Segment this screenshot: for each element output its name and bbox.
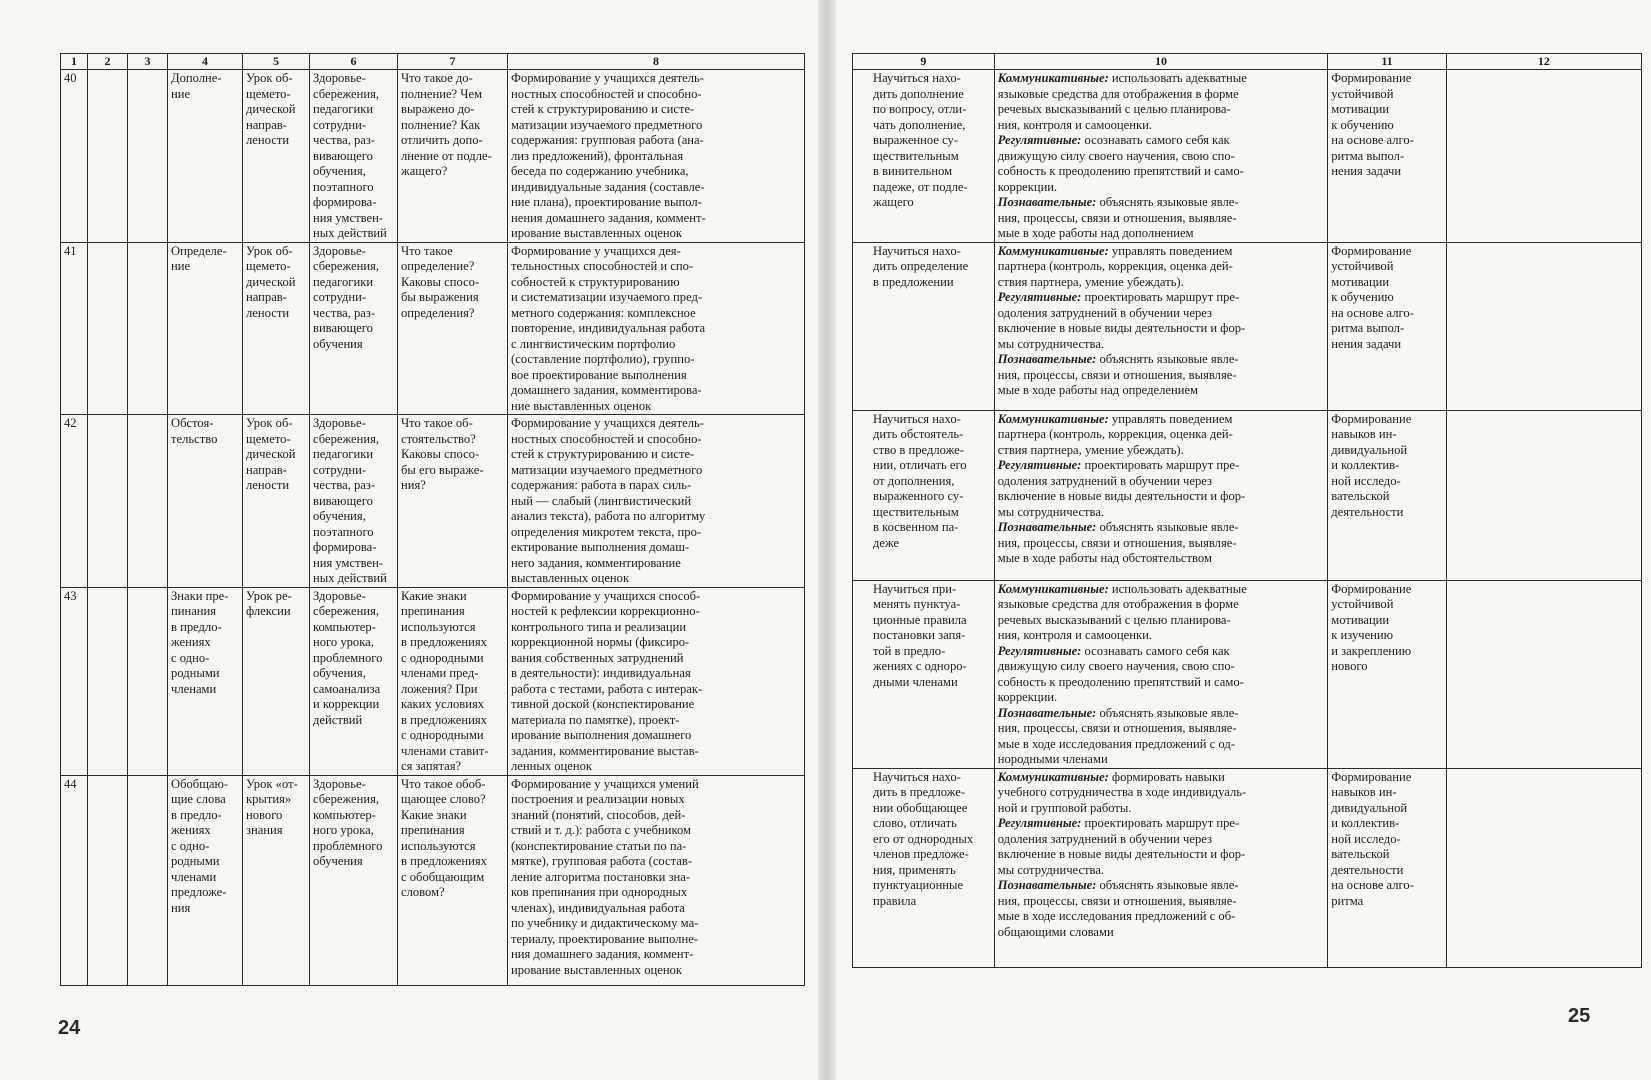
cell-lesson-type: Урок об- щемето- дической направ- лености (243, 242, 310, 415)
table-row (61, 70, 805, 243)
cell-activity: Формирование у учащихся умений построения и реализации новых знаний (понятий, способов, дей- ствий и т. д.): работа с учебником (конспектирование статьи по па- мятке), групповая работа (состав- ление алгоритма постановки зна- ков препинания при однородных членах), индивидуальная работа по учебнику и дидактическому ма- териалу, проектирование выполне- ния домашнего задания, коммент- ирование выставленных оценок (508, 775, 805, 985)
cell-topic: Обобщаю- щие слова в предло- жениях с одно- родными членами предложе- ния (168, 775, 243, 985)
cell-personal-results: Формирование навыков ин- дивидуальной и коллектив- ной исследо- вательской деятельности (1328, 410, 1447, 580)
cell-topic: Обстоя- тельство (168, 415, 243, 588)
cell-extra (1446, 70, 1641, 243)
uud-text-communicative: использовать адекватные языковые средства для отображения в форме речевых высказываний с целью планирова- ния, контроля и самооценки. (997, 581, 1247, 642)
cell-activity: Формирование у учащихся дея- тельностных способностей и спо- собностей к структурированию и систематизации изучаемого пред- метного содержания: комплексное повторение, индивидуальная работа с лингвистическим портфолио (составление портфолио), группо- вое проектирование выполнения домашнего задания, комментирова- ние выставленных оценок (508, 242, 805, 415)
lesson-plan-table-left (60, 53, 805, 986)
uud-communicative (998, 412, 1324, 459)
table-row (853, 410, 1642, 580)
cell-n: 44 (61, 775, 88, 985)
uud-label-communicative: Коммуникативные: (997, 411, 1109, 426)
cell-lesson-type: Урок об- щемето- дической направ- лености (243, 415, 310, 588)
uud-label-cognitive: Познавательные: (997, 352, 1097, 366)
header-cell: 6 (310, 54, 398, 70)
table-row (61, 242, 805, 415)
table-row (853, 70, 1642, 243)
uud-label-regulative: Регулятивные: (997, 133, 1082, 147)
cell-subject-results: Научиться нахо- дить в предложе- нии обобщающее слово, отличать его от однородных членов предложе- ния, применять пунктуационные правила (853, 768, 995, 967)
uud-cognitive (998, 195, 1324, 242)
page-number: 24 (58, 1017, 81, 1039)
cell-lesson-type: Урок ре- флексии (243, 587, 310, 775)
cell-problem: Что такое определение? Каковы спосо- бы выражения определения? (398, 242, 508, 415)
cell-empty (128, 587, 168, 775)
cell-empty (88, 775, 128, 985)
cell-uud (994, 242, 1327, 410)
uud-label-cognitive: Познавательные: (997, 705, 1097, 720)
header-cell: 11 (1328, 54, 1447, 70)
cell-extra (1446, 768, 1641, 967)
cell-uud (994, 580, 1327, 768)
uud-label-communicative: Коммуникативные: (997, 243, 1109, 258)
uud-text-communicative: управлять поведением партнера (контроль, коррекция, оценка дей- ствия партнера, умение убеждать). (997, 243, 1233, 289)
uud-text-communicative: управлять поведением партнера (контроль, коррекция, оценка дей- ствия партнера, умение убеждать). (997, 411, 1233, 457)
cell-extra (1446, 580, 1641, 768)
header-cell: 1 (61, 54, 88, 70)
uud-regulative (998, 816, 1324, 878)
uud-text-regulative: проектировать маршрут пре- одоления затруднений в обучении через включение в новые виды деятельности и фор- мы сотрудничества. (997, 458, 1246, 519)
cell-lesson-type: Урок «от- крытия» нового знания (243, 775, 310, 985)
cell-n: 40 (61, 70, 88, 243)
uud-label-communicative: Коммуникативные: (997, 581, 1109, 596)
book-gutter (818, 0, 838, 1080)
cell-extra (1446, 410, 1641, 580)
cell-technologies: Здоровье- сбережения, компьютер- ного урока, проблемного обучения, самоанализа и коррекции действий (310, 587, 398, 775)
uud-text-cognitive: объяснять языковые явле- ния, процессы, связи и отношения, выявляе- мые в ходе работы над определением (997, 352, 1239, 397)
uud-label-cognitive: Познавательные: (997, 878, 1097, 892)
table-row (853, 580, 1642, 768)
uud-label-communicative: Коммуникативные: (997, 71, 1109, 85)
cell-empty (128, 775, 168, 985)
uud-cognitive (998, 520, 1324, 567)
uud-text-cognitive: объяснять языковые явле- ния, процессы, связи и отношения, выявляе- мые в ходе работы над дополнением (997, 195, 1239, 240)
cell-topic: Знаки пре- пинания в предло- жениях с одно- родными членами (168, 587, 243, 775)
table-header-row (853, 54, 1642, 70)
cell-subject-results: Научиться нахо- дить определение в предложении (853, 242, 995, 410)
header-cell: 7 (398, 54, 508, 70)
cell-empty (128, 415, 168, 588)
uud-text-cognitive: объяснять языковые явле- ния, процессы, связи и отношения, выявляе- мые в ходе исследования предложений с об- общающими словами (997, 878, 1239, 939)
uud-regulative (998, 458, 1324, 520)
cell-empty (88, 587, 128, 775)
lesson-plan-table-right (852, 53, 1642, 968)
table-row (853, 768, 1642, 967)
cell-problem: Какие знаки препинания используются в предложениях с однородными членами пред- ложения? При каких условиях в предложениях с однородными членами ставит- ся запятая? (398, 587, 508, 775)
uud-text-communicative: использовать адекватные языковые средства для отображения в форме речевых высказываний с целью планирова- ния, контроля и самооценки. (997, 71, 1247, 132)
cell-empty (88, 242, 128, 415)
header-cell: 12 (1446, 54, 1641, 70)
uud-label-cognitive: Познавательные: (997, 195, 1097, 209)
cell-extra (1446, 242, 1641, 410)
header-cell: 8 (508, 54, 805, 70)
header-cell: 5 (243, 54, 310, 70)
table-row (61, 415, 805, 588)
uud-cognitive (998, 878, 1324, 940)
cell-problem: Что такое об- стоятельство? Каковы спосо- бы его выраже- ния? (398, 415, 508, 588)
cell-activity: Формирование у учащихся деятель- ностных способностей и способно- стей к структурированию и систе- матизации изучаемого предметного содержания: работа в парах силь- ный — слабый (лингвистический анализ текста), работа по алгоритму определения микротем текста, про- ектирование выполнения домаш- него задания, комментирование выставленных оценок (508, 415, 805, 588)
uud-label-communicative: Коммуникативные: (997, 769, 1109, 784)
cell-topic: Определе- ние (168, 242, 243, 415)
header-cell: 2 (88, 54, 128, 70)
uud-label-regulative: Регулятивные: (997, 816, 1082, 830)
cell-subject-results: Научиться нахо- дить обстоятель- ство в предложе- нии, отличать его от дополнения, выраженного су- ществительным в косвенном па- деже (853, 410, 995, 580)
cell-activity: Формирование у учащихся способ- ностей к рефлексии коррекционно- контрольного типа и реализации коррекционной нормы (фиксиро- вания собственных затруднений в деятельности): индивидуальная работа с тестами, работа с интерак- тивной доской (конспектирование материала по памятке), проект- ирование выполнения домашнего задания, комментирование выстав- ленных оценок (508, 587, 805, 775)
uud-text-regulative: проектировать маршрут пре- одоления затруднений в обучении через включение в новые виды деятельности и фор- мы сотрудничества. (997, 816, 1246, 877)
cell-lesson-type: Урок об- щемето- дической направ- лености (243, 70, 310, 243)
cell-technologies: Здоровье- сбережения, компьютер- ного урока, проблемного обучения (310, 775, 398, 985)
uud-label-regulative: Регулятивные: (997, 643, 1082, 658)
cell-empty (128, 242, 168, 415)
uud-communicative (998, 770, 1324, 817)
left-page (0, 0, 820, 1080)
page-number: 25 (1568, 1005, 1591, 1027)
cell-subject-results: Научиться нахо- дить дополнение по вопросу, отли- чать дополнение, выраженное су- ществительным в винительном падеже, от подле- жащего (853, 70, 995, 243)
uud-text-cognitive: объяснять языковые явле- ния, процессы, связи и отношения, выявляе- мые в ходе исследования предложений с од- нородными членами (997, 705, 1239, 766)
uud-label-regulative: Регулятивные: (997, 458, 1082, 472)
uud-communicative (998, 244, 1324, 291)
uud-text-regulative: проектировать маршрут пре- одоления затруднений в обучении через включение в новые виды деятельности и фор- мы сотрудничества. (997, 290, 1246, 351)
cell-uud (994, 410, 1327, 580)
header-cell: 9 (853, 54, 995, 70)
uud-label-cognitive: Познавательные: (997, 520, 1097, 534)
table-row (853, 242, 1642, 410)
uud-text-regulative: осознавать самого себя как движущую силу своего научения, свою спо- собность к преодолению препятствий и само- коррекции. (997, 133, 1244, 194)
cell-problem: Что такое до- полнение? Чем выражено до- полнение? Как отличить допо- лнение от подле- жащего? (398, 70, 508, 243)
uud-label-regulative: Регулятивные: (997, 290, 1082, 304)
cell-activity: Формирование у учащихся деятель- ностных способностей и способно- стей к структурированию и систе- матизации изучаемого предметного содержания: групповая работа (ана- лиз предложений), фронтальная беседа по содержанию учебника, индивидуальные задания (составле- ние плана), проектирование выпол- нения домашнего задания, коммент- ирование выставленных оценок (508, 70, 805, 243)
cell-subject-results: Научиться при- менять пунктуа- ционные правила постановки запя- той в предло- жениях с одноро- дными членами (853, 580, 995, 768)
cell-uud (994, 70, 1327, 243)
table-header-row (61, 54, 805, 70)
cell-personal-results: Формирование устойчивой мотивации к обучению на основе алго- ритма выпол- нения задачи (1328, 242, 1447, 410)
cell-personal-results: Формирование устойчивой мотивации к изучению и закреплению нового (1328, 580, 1447, 768)
uud-text-communicative: формировать навыки учебного сотрудничества в ходе индивидуаль- ной и групповой работы. (997, 769, 1247, 815)
cell-problem: Что такое обоб- щающее слово? Какие знаки препинания используются в предложениях с обобщающим словом? (398, 775, 508, 985)
cell-n: 42 (61, 415, 88, 588)
uud-text-cognitive: объяснять языковые явле- ния, процессы, связи и отношения, выявляе- мые в ходе работы над обстоятельством (997, 520, 1239, 565)
cell-uud (994, 768, 1327, 967)
uud-cognitive (998, 352, 1324, 399)
cell-topic: Дополне- ние (168, 70, 243, 243)
cell-empty (88, 70, 128, 243)
header-cell: 4 (168, 54, 243, 70)
cell-personal-results: Формирование навыков ин- дивидуальной и коллектив- ной исследо- вательской деятельности на основе алго- ритма (1328, 768, 1447, 967)
uud-communicative (998, 71, 1324, 133)
uud-text-regulative: осознавать самого себя как движущую силу своего научения, свою спо- собность к преодолению препятствий и само- коррекции. (997, 643, 1244, 704)
cell-n: 41 (61, 242, 88, 415)
uud-regulative (998, 290, 1324, 352)
cell-empty (88, 415, 128, 588)
uud-regulative (998, 133, 1324, 195)
cell-personal-results: Формирование устойчивой мотивации к обучению на основе алго- ритма выпол- нения задачи (1328, 70, 1447, 243)
table-row (61, 587, 805, 775)
cell-empty (128, 70, 168, 243)
header-cell: 3 (128, 54, 168, 70)
cell-technologies: Здоровье- сбережения, педагогики сотрудни- чества, раз- вивающего обучения, поэтапного формирова- ния умствен- ных действий (310, 415, 398, 588)
header-cell: 10 (994, 54, 1327, 70)
cell-technologies: Здоровье- сбережения, педагогики сотрудни- чества, раз- вивающего обучения (310, 242, 398, 415)
uud-communicative (998, 582, 1324, 644)
uud-regulative (998, 644, 1324, 706)
uud-cognitive (998, 706, 1324, 768)
table-row (61, 775, 805, 985)
cell-technologies: Здоровье- сбережения, педагогики сотрудни- чества, раз- вивающего обучения, поэтапного формирова- ния умствен- ных действий (310, 70, 398, 243)
cell-n: 43 (61, 587, 88, 775)
